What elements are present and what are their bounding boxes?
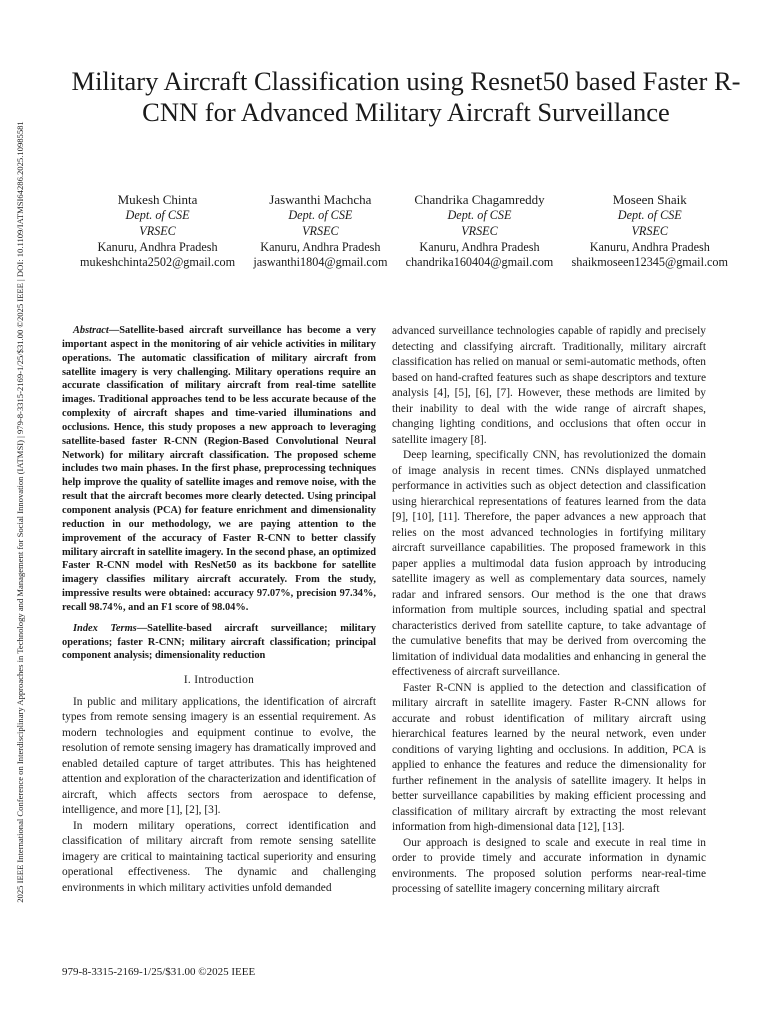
side-banner-text: 2025 IEEE International Conference on Interdisciplinary Approaches in Technology and Management for Social Innovation (IATMSI) | 979-8-3315-2169-1/25/$31.00 ©2025 IEEE | DOI: 10.1109/IATMSI64286.2025.10985581: [15, 121, 25, 903]
right-column: [392, 324, 706, 898]
author-institution: VRSEC: [302, 223, 339, 238]
author-location: Kanuru, Andhra Pradesh: [97, 239, 218, 254]
author-name: Mukesh Chinta: [117, 192, 198, 207]
author-2: [253, 192, 387, 271]
left-column: [62, 324, 376, 896]
copyright-footer: 979-8-3315-2169-1/25/$31.00 ©2025 IEEE: [62, 966, 256, 978]
section-heading: I. Introduction: [183, 674, 255, 687]
author-institution: VRSEC: [631, 223, 669, 238]
side-banner: [0, 0, 40, 1024]
abstract: [62, 324, 376, 615]
author-location: Kanuru, Andhra Pradesh: [419, 239, 540, 254]
index-terms-lead: Index Terms: [73, 622, 137, 634]
paper-title: Military Aircraft Classification using Resnet50 based Faster R-CNN for Advanced Military Aircraft Surveillance: [71, 66, 741, 127]
author-email: chandrika160404@gmail.com: [405, 255, 554, 270]
author-name: Chandrika Chagamreddy: [414, 192, 545, 207]
author-location: Kanuru, Andhra Pradesh: [260, 239, 381, 254]
abstract-lead: Abstract: [73, 325, 109, 336]
body-paragraph: In modern military operations, correct identification and classification of military aircraft from remote sensing satellite imagery are critical to maintaining tactical superiority and ensuring operational effectiveness. The dynamic and challenging environments in which military activities unfold demanded: [62, 819, 376, 894]
index-terms-text: —Satellite-based aircraft surveillance; military operations; faster R-CNN; military aircraft classification; principal component analysis; dimensionality reduction: [62, 622, 376, 662]
author-institution: VRSEC: [461, 223, 498, 238]
author-dept: Dept. of CSE: [447, 208, 512, 222]
author-email: shaikmoseen12345@gmail.com: [571, 255, 728, 270]
author-block: [80, 192, 728, 271]
author-3: [406, 192, 554, 271]
author-4: [572, 192, 728, 271]
author-1: [80, 192, 235, 271]
author-location: Kanuru, Andhra Pradesh: [589, 239, 710, 254]
author-dept: Dept. of CSE: [125, 208, 190, 222]
body-paragraph: In public and military applications, the identification of aircraft types from remote sensing imagery is an essential requirement. As modern technologies and equipment continue to evolve, the resolution of remote sensing imagery has dramatically improved and enabled detailed capture of target attributes. This has heightened attention and exploration of the characterization and identification of aircraft, which affects sectors from aerospace to defense, intelligence, and more [1], [2], [3].: [62, 695, 376, 817]
body-paragraph: advanced surveillance technologies capable of rapidly and precisely detecting and classifying aircraft. Traditionally, military aircraft classification has relied on manual or semi-automatic methods, often based on hand-crafted features such as shape descriptors and texture analysis [4], [5], [6], [7]. However, these methods are limited by their inability to deal with the wide range of aircraft shapes, changing lighting conditions, and occlusions that often occur in satellite imagery [8].: [392, 325, 706, 446]
body-paragraph: Our approach is designed to scale and execute in real time in order to provide timely and accurate information in dynamic environments. The proposed solution performs near-real-time processing of satellite imagery concerning military aircraft: [392, 836, 706, 895]
author-email: jaswanthi1804@gmail.com: [253, 255, 388, 270]
body-paragraph: Deep learning, specifically CNN, has revolutionized the domain of image analysis in recent times. CNNs displayed unmatched performance in activities such as object detection and classification using hierarchical representations of features learned from the data [9], [10], [11]. Therefore, the paper advances a new approach that relies on the most advanced technologies in fortifying military aircraft surveillance capabilities. The proposed framework in this paper applies a multimodal data fusion approach by introducing satellite imagery as well as complementary data sources, namely radar and infrared sensors. Our method is the one that draws information from multiple sources, including spatial and spectral characteristics derived from satellite capture, to take advantage of the cumulative benefits that may be derived from overcoming the limitation of individual data modalities and enhancing in general the effectiveness of aircraft surveillance.: [392, 449, 706, 678]
author-name: Moseen Shaik: [612, 192, 687, 207]
author-email: mukeshchinta2502@gmail.com: [80, 255, 236, 270]
index-terms: [62, 622, 376, 664]
abstract-text: —Satellite-based aircraft surveillance has become a very important aspect in the monitoring of air vehicle activities in military operations. The automatic classification of military aircraft from satellite imagery is very challenging. Military operations require an accurate classification of military aircraft from real-time satellite images. Traditional approaches tend to be less accurate because of the complexity of aircraft shapes and time-varied illuminations and occlusions. Hence, this study proposes a new approach to leveraging satellite-based faster R-CNN (Region-Based Convolutional Neural Network) for military aircraft classification. The proposed scheme includes two main phases. In the first phase, preprocessing techniques help improve the quality of satellite images and remove noise, with the result that the aircraft becomes more clearly detected. Using principal component analysis (PCA) for feature enrichment and dimensionality reduction in our methodology, we are paying attention to the improvement of the accuracy of Faster R-CNN to better classify military aircraft in satellite imagery. In the second phase, an optimized Faster R-CNN model with ResNet50 as its backbone for satellite imagery classifies military aircraft accurately. From the study, impressive results were obtained: accuracy 97.07%, precision 97.34%, recall 98.74%, and an F1 score of 98.04%.: [62, 325, 376, 613]
author-name: Jaswanthi Machcha: [269, 192, 372, 207]
body-paragraph: Faster R-CNN is applied to the detection and classification of military aircraft in satellite imagery. Faster R-CNN allows for accurate and robust identification of military aircraft using hierarchical features learned by the neural network, even under conditions of varying lighting and occlusions. In addition, PCA is applied to enhance the features and reduce the dimensionality for further refinement in the analysis of satellite imagery. It helps in better surveillance capabilities by making efficient processing and classification of military aircraft by extracting the most relevant information from high-dimensional data [12], [13].: [392, 681, 706, 833]
author-dept: Dept. of CSE: [617, 208, 682, 222]
author-dept: Dept. of CSE: [288, 208, 353, 222]
author-institution: VRSEC: [139, 223, 176, 238]
